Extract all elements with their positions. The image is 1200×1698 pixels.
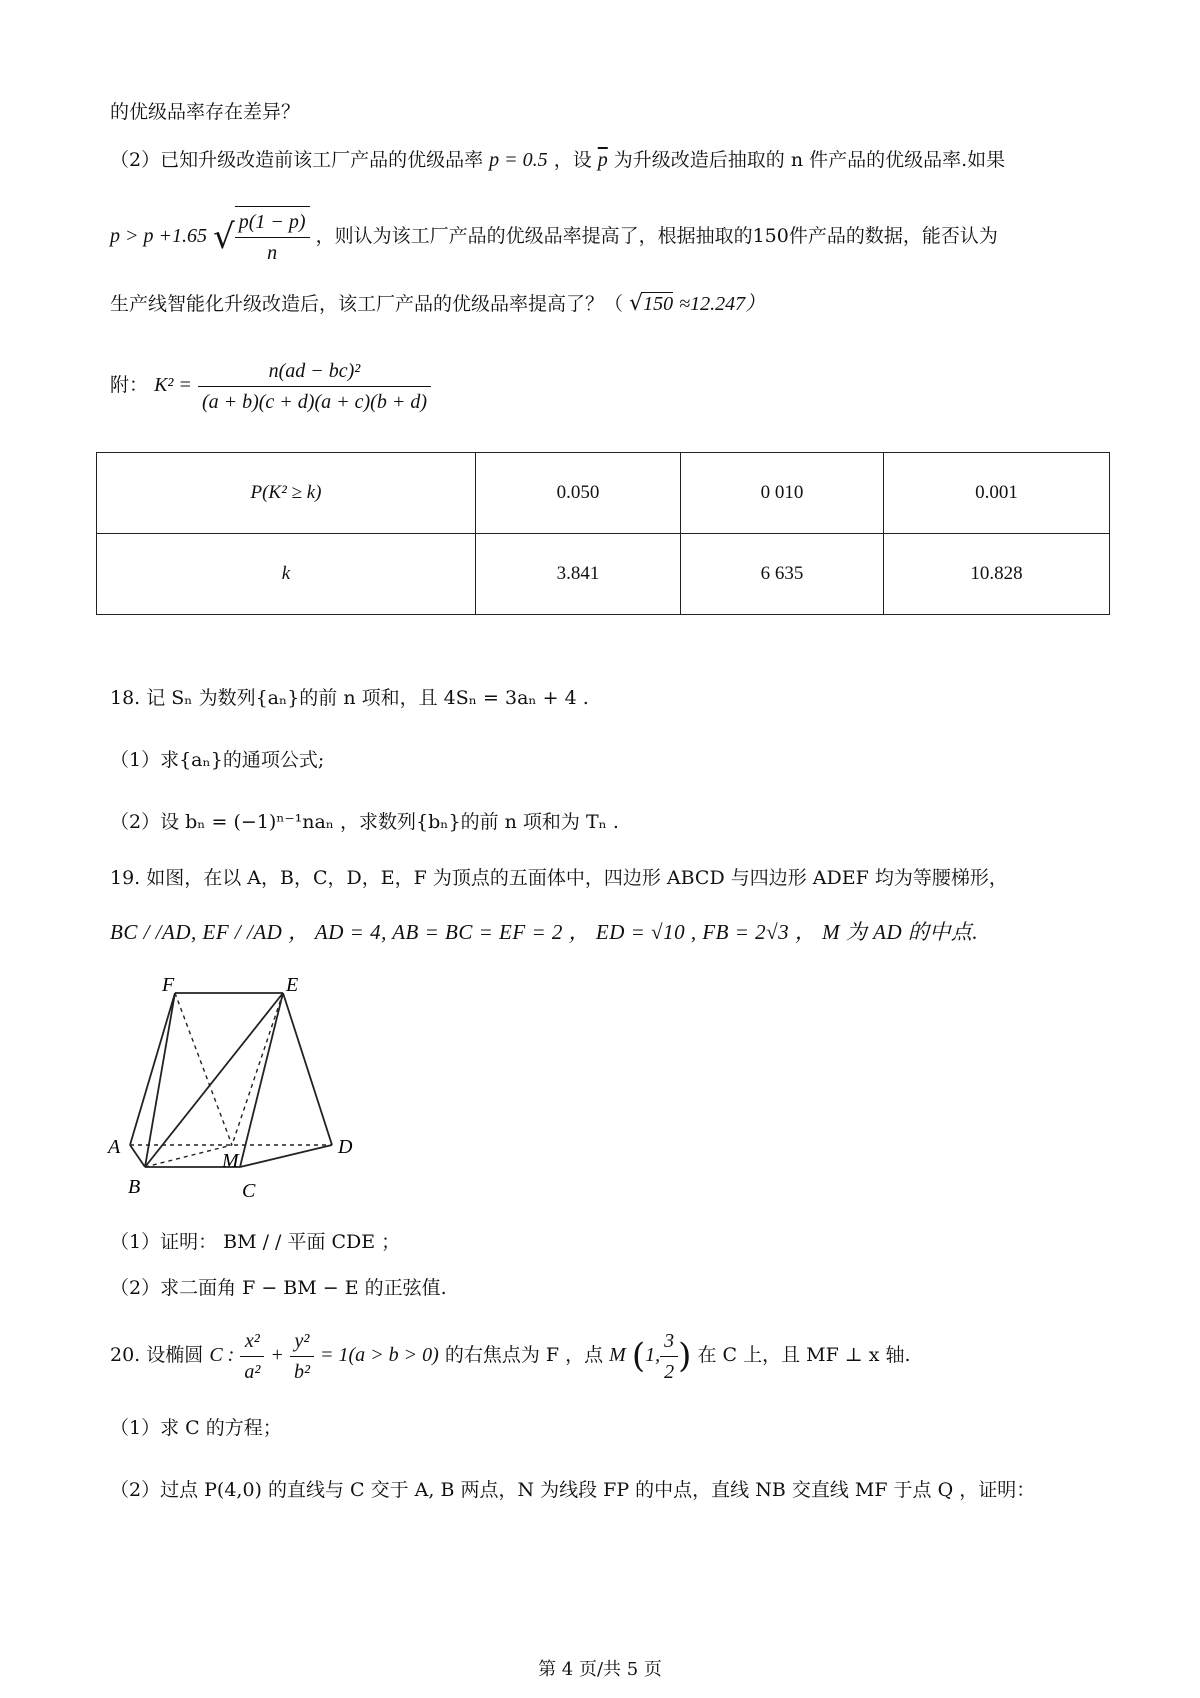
q19-stem: 19. 如图，在以 A，B，C，D，E，F 为顶点的五面体中，四边形 ABCD 与四边形 ADEF 均为等腰梯形， (110, 867, 1008, 889)
q20-tail: 在 C 上，且 MF ⊥ x 轴. (697, 1344, 911, 1366)
k2-numerator: n(ad − bc)² (198, 356, 431, 387)
q17-last-text: 生产线智能化升级改造后，该工厂产品的优级品率提高了？（ (110, 293, 624, 315)
q17-sqrt150: 150 (643, 293, 674, 315)
q17-sqrt-num: p(1 − p) (235, 207, 310, 238)
table-cell: k (97, 534, 476, 615)
q19-part2: （2）求二面角 F − BM − E 的正弦值. (110, 1277, 447, 1299)
q20-a2: a² (244, 1360, 261, 1383)
continuation-text: 的优级品率存在差异？ (110, 101, 301, 123)
q17-sqrt-den: n (267, 242, 278, 264)
figure-label-B: B (128, 1176, 141, 1198)
q17-approx: ≈12.247） (679, 293, 766, 315)
q20-part1: （1）求 C 的方程； (110, 1417, 282, 1439)
q20-x2: x² (240, 1326, 264, 1357)
figure-label-E: E (286, 975, 299, 996)
k2-fraction (198, 356, 431, 417)
q20-y-fraction (290, 1326, 314, 1387)
sqrt-sign-icon: √ (629, 291, 644, 316)
table-cell: 10.828 (884, 534, 1110, 615)
q20-eq: = 1(a > b > 0) (320, 1344, 439, 1366)
q18-stem: 18. 记 Sₙ 为数列{aₙ}的前 n 项和，且 4Sₙ = 3aₙ + 4 . (110, 687, 589, 709)
figure-label-M: M (222, 1150, 239, 1172)
figure-label-D: D (338, 1136, 353, 1158)
q17-part2-mid: ，设 (553, 149, 592, 171)
table-row (97, 453, 1110, 534)
q20-b2: b² (293, 1360, 310, 1383)
q19-conditions: BC / /AD, EF / /AD ， AD = 4, AB = BC = EF = 2 ， ED = √10 , FB = 2√3 ， M 为 AD 的中点. (110, 920, 979, 944)
table-cell: 0 010 (681, 453, 884, 534)
table-cell: 6 635 (681, 534, 884, 615)
q17-p-value: p = 0.5 (489, 149, 548, 171)
k2-denominator: (a + b)(c + d)(a + c)(b + d) (201, 390, 427, 413)
q17-pbar: $\overline{p}$ (597, 149, 608, 171)
figure-label-F: F (162, 975, 175, 996)
q17-inequality-line (110, 206, 1120, 266)
q17-ineq-left: p > p +1.65 (110, 225, 207, 247)
figure-label-C: C (242, 1180, 256, 1202)
q20-M-fraction (660, 1326, 678, 1387)
page-footer: 第 4 页/共 5 页 (538, 1659, 662, 1680)
q18-part2: （2）设 bₙ = (−1)ⁿ⁻¹naₙ ，求数列{bₙ}的前 n 项和为 Tₙ . (110, 811, 619, 833)
figure-label-A: A (108, 1136, 121, 1158)
q20-M-num: 3 (660, 1326, 678, 1357)
q17-part2-prefix: （2）已知升级改造前该工厂产品的优级品率 (110, 149, 484, 171)
q20-prefix: 20. 设椭圆 (110, 1344, 204, 1366)
left-paren-icon: ( (631, 1336, 646, 1376)
critical-value-table (96, 452, 1110, 615)
q17-part2-tail: 为升级改造后抽取的 n 件产品的优级品率.如果 (613, 149, 1006, 171)
q20-part2: （2）过点 P(4,0) 的直线与 C 交于 A, B 两点，N 为线段 FP 的中点，直线 NB 交直线 MF 于点 Q ，证明： (110, 1479, 1036, 1501)
q18-part1: （1）求{aₙ}的通项公式; (110, 749, 325, 771)
table-cell: 3.841 (476, 534, 681, 615)
q20-stem (110, 1320, 1120, 1390)
table-row (97, 534, 1110, 615)
q17-sqrt-fraction (235, 206, 310, 268)
q19-part1: （1）证明： BM / / 平面 CDE ； (110, 1231, 401, 1253)
pentahedron-figure (100, 975, 380, 1215)
q20-Mx: 1, (645, 1344, 661, 1366)
q20-M: M (609, 1344, 626, 1366)
q17-part2-line (110, 146, 1120, 174)
right-paren-icon: ) (678, 1336, 692, 1376)
k2-lhs: K² = (154, 374, 192, 396)
q20-C: C : (209, 1344, 235, 1366)
sqrt-sign-icon: √ (213, 217, 235, 257)
appendix-label: 附： (110, 374, 149, 396)
table-cell: P(K² ≥ k) (97, 453, 476, 534)
q20-M-den: 2 (664, 1360, 675, 1383)
table-cell: 0.001 (884, 453, 1110, 534)
q20-x-fraction (240, 1326, 264, 1387)
appendix-formula (110, 350, 1120, 420)
table-cell: 0.050 (476, 453, 681, 534)
q20-plus: + (270, 1344, 284, 1366)
q20-y2: y² (290, 1326, 314, 1357)
q17-last-line (110, 290, 1120, 318)
q20-mid: 的右焦点为 F ，点 (444, 1344, 604, 1366)
q17-ineq-right: ，则认为该工厂产品的优级品率提高了，根据抽取的150件产品的数据，能否认为 (315, 225, 998, 247)
